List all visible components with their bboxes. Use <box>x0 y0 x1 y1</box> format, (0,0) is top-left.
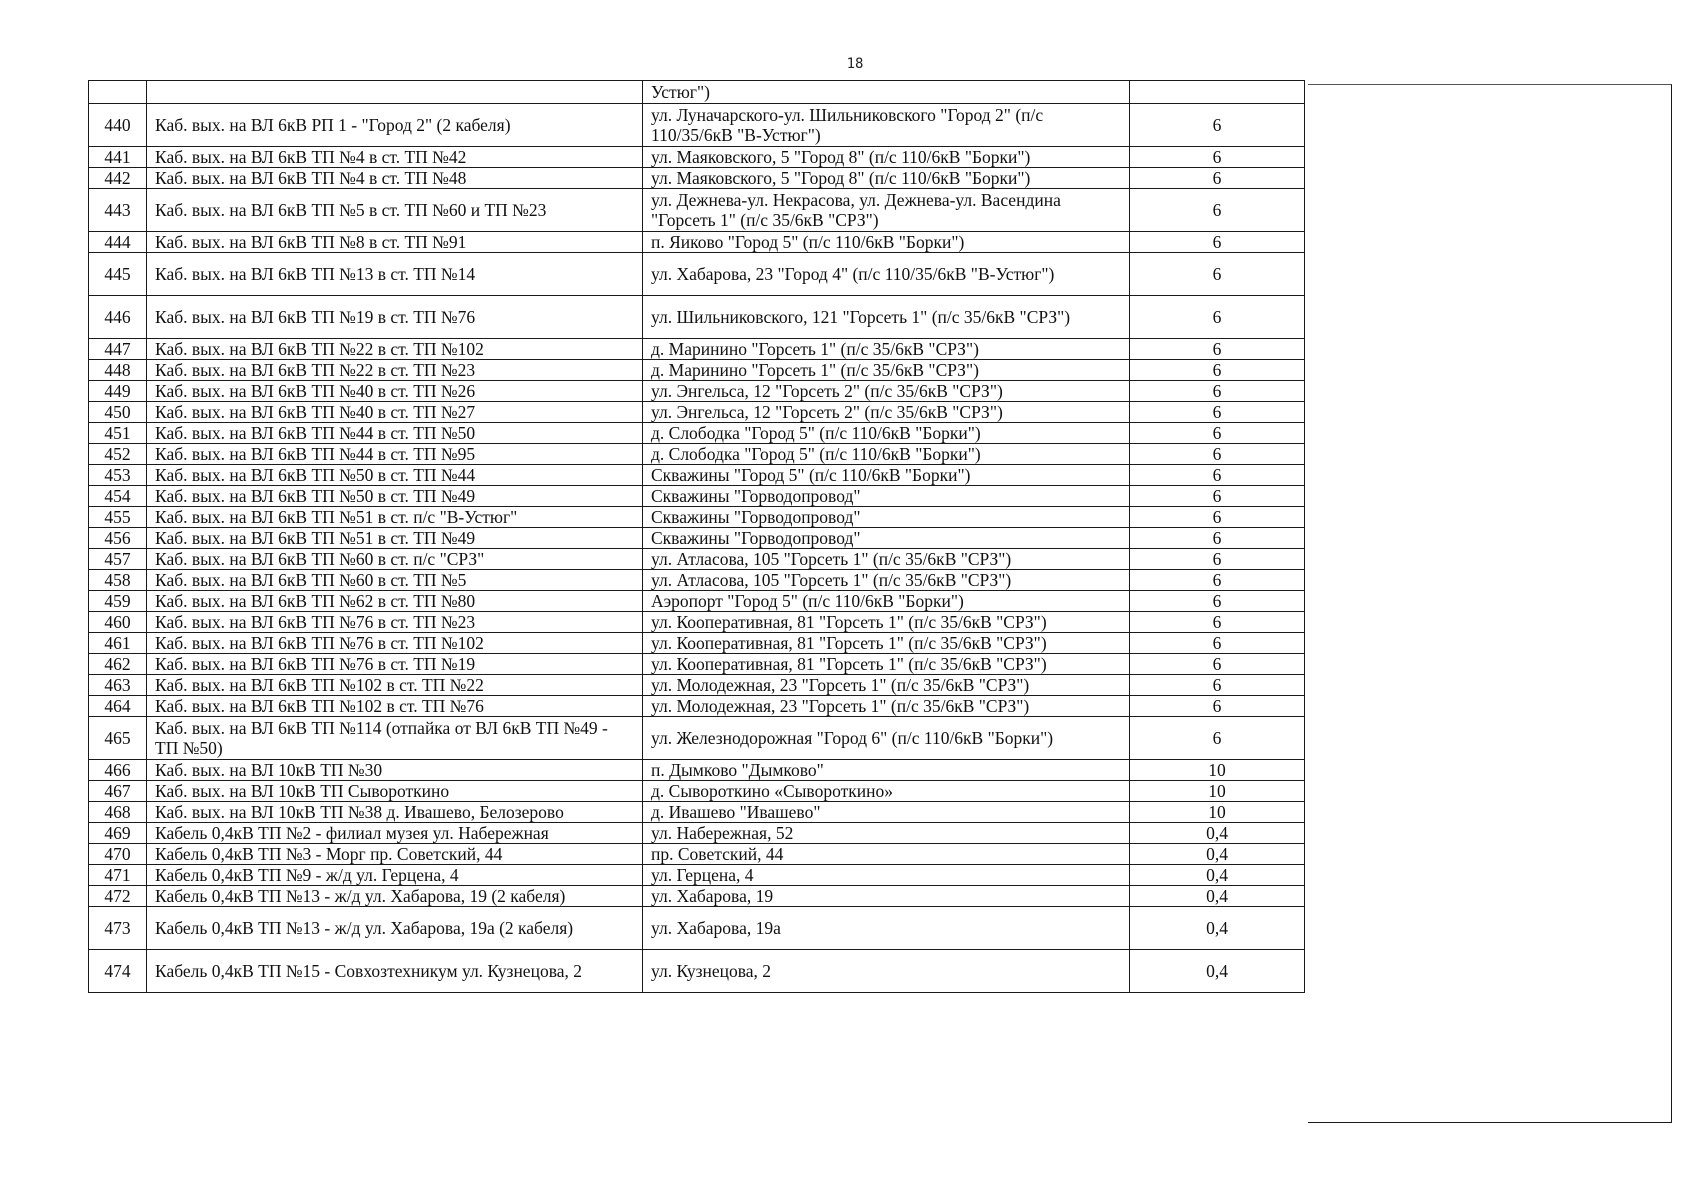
table-row <box>89 444 1305 465</box>
cell-name: Каб. вых. на ВЛ 6кВ ТП №102 в ст. ТП №76 <box>147 696 643 717</box>
cell-name: Каб. вых. на ВЛ 6кВ ТП №5 в ст. ТП №60 и ТП №23 <box>147 189 643 232</box>
cell-voltage: 0,4 <box>1130 823 1305 844</box>
cell-voltage: 0,4 <box>1130 907 1305 950</box>
cell-address: ул. Дежнева-ул. Некрасова, ул. Дежнева-ул. Васендина "Горсеть 1" (п/с 35/6кВ "СРЗ") <box>643 189 1130 232</box>
cell-number <box>89 81 147 104</box>
cell-number: 471 <box>89 865 147 886</box>
cell-voltage: 6 <box>1130 232 1305 253</box>
table-row <box>89 760 1305 781</box>
table-row <box>89 486 1305 507</box>
cell-voltage: 6 <box>1130 381 1305 402</box>
table-row <box>89 844 1305 865</box>
cell-voltage: 10 <box>1130 802 1305 823</box>
cell-name: Каб. вых. на ВЛ 6кВ ТП №44 в ст. ТП №50 <box>147 423 643 444</box>
cell-voltage: 0,4 <box>1130 844 1305 865</box>
cell-name: Каб. вых. на ВЛ 6кВ ТП №40 в ст. ТП №27 <box>147 402 643 423</box>
table-row <box>89 633 1305 654</box>
cell-address: ул. Энгельса, 12 "Горсеть 2" (п/с 35/6кВ "СРЗ") <box>643 381 1130 402</box>
cell-voltage: 10 <box>1130 781 1305 802</box>
cell-number: 459 <box>89 591 147 612</box>
cell-name: Каб. вых. на ВЛ 6кВ ТП №114 (отпайка от ВЛ 6кВ ТП №49 - ТП №50) <box>147 717 643 760</box>
table-row <box>89 865 1305 886</box>
cell-address: Устюг") <box>643 81 1130 104</box>
cell-number: 441 <box>89 147 147 168</box>
table-row <box>89 402 1305 423</box>
cell-name: Каб. вых. на ВЛ 6кВ ТП №60 в ст. ТП №5 <box>147 570 643 591</box>
table-row <box>89 360 1305 381</box>
cell-voltage: 6 <box>1130 486 1305 507</box>
cell-address: ул. Шильниковского, 121 "Горсеть 1" (п/с 35/6кВ "СРЗ") <box>643 296 1130 339</box>
cell-voltage: 6 <box>1130 696 1305 717</box>
table-row <box>89 423 1305 444</box>
cell-number: 442 <box>89 168 147 189</box>
cell-address: ул. Кооперативная, 81 "Горсеть 1" (п/с 35/6кВ "СРЗ") <box>643 654 1130 675</box>
cell-name: Каб. вых. на ВЛ 10кВ ТП Сывороткино <box>147 781 643 802</box>
table-row <box>89 232 1305 253</box>
cell-voltage: 6 <box>1130 465 1305 486</box>
cell-number: 452 <box>89 444 147 465</box>
cell-voltage: 6 <box>1130 147 1305 168</box>
cell-number: 467 <box>89 781 147 802</box>
cell-voltage: 6 <box>1130 360 1305 381</box>
cell-address: ул. Хабарова, 23 "Город 4" (п/с 110/35/6кВ "В-Устюг") <box>643 253 1130 296</box>
cell-number: 456 <box>89 528 147 549</box>
cell-name: Каб. вых. на ВЛ 6кВ ТП №4 в ст. ТП №42 <box>147 147 643 168</box>
cell-voltage: 0,4 <box>1130 886 1305 907</box>
table-row <box>89 253 1305 296</box>
cell-address: Скважины "Горводопровод" <box>643 486 1130 507</box>
cell-number: 444 <box>89 232 147 253</box>
cell-name: Каб. вых. на ВЛ 6кВ ТП №4 в ст. ТП №48 <box>147 168 643 189</box>
cell-number: 450 <box>89 402 147 423</box>
cell-number: 464 <box>89 696 147 717</box>
cell-address: ул. Атласова, 105 "Горсеть 1" (п/с 35/6кВ "СРЗ") <box>643 549 1130 570</box>
table-row <box>89 675 1305 696</box>
cell-voltage: 6 <box>1130 253 1305 296</box>
cell-address: д. Сывороткино «Сывороткино» <box>643 781 1130 802</box>
cell-number: 474 <box>89 950 147 993</box>
cell-voltage: 6 <box>1130 654 1305 675</box>
cell-number: 446 <box>89 296 147 339</box>
cell-name: Каб. вых. на ВЛ 6кВ ТП №22 в ст. ТП №102 <box>147 339 643 360</box>
cell-voltage: 6 <box>1130 168 1305 189</box>
cell-name: Каб. вых. на ВЛ 6кВ ТП №50 в ст. ТП №44 <box>147 465 643 486</box>
cell-number: 462 <box>89 654 147 675</box>
cell-voltage: 6 <box>1130 549 1305 570</box>
cell-name: Каб. вых. на ВЛ 6кВ РП 1 - "Город 2" (2 кабеля) <box>147 104 643 147</box>
table-row <box>89 907 1305 950</box>
cell-number: 443 <box>89 189 147 232</box>
cell-name: Кабель 0,4кВ ТП №3 - Морг пр. Советский, 44 <box>147 844 643 865</box>
table-row <box>89 886 1305 907</box>
table-row <box>89 591 1305 612</box>
cell-address: Скважины "Горводопровод" <box>643 507 1130 528</box>
cell-address: ул. Маяковского, 5 "Город 8" (п/с 110/6кВ "Борки") <box>643 147 1130 168</box>
cell-number: 470 <box>89 844 147 865</box>
cell-name: Каб. вых. на ВЛ 6кВ ТП №44 в ст. ТП №95 <box>147 444 643 465</box>
table-row <box>89 296 1305 339</box>
cell-number: 447 <box>89 339 147 360</box>
table-row <box>89 168 1305 189</box>
table-row <box>89 696 1305 717</box>
table-row <box>89 528 1305 549</box>
cell-voltage: 6 <box>1130 402 1305 423</box>
cell-number: 451 <box>89 423 147 444</box>
table-row <box>89 189 1305 232</box>
table-row <box>89 950 1305 993</box>
cell-address: д. Маринино "Горсеть 1" (п/с 35/6кВ "СРЗ") <box>643 339 1130 360</box>
cell-address: ул. Атласова, 105 "Горсеть 1" (п/с 35/6кВ "СРЗ") <box>643 570 1130 591</box>
table-row <box>89 717 1305 760</box>
cell-number: 469 <box>89 823 147 844</box>
cell-name: Каб. вых. на ВЛ 6кВ ТП №8 в ст. ТП №91 <box>147 232 643 253</box>
cell-address: д. Слободка "Город 5" (п/с 110/6кВ "Борки") <box>643 423 1130 444</box>
continuation-row <box>89 81 1305 104</box>
table-row <box>89 802 1305 823</box>
cell-voltage: 6 <box>1130 444 1305 465</box>
cell-name: Каб. вых. на ВЛ 6кВ ТП №51 в ст. п/с "В-Устюг" <box>147 507 643 528</box>
page-number: 18 <box>846 56 864 72</box>
cell-address: ул. Маяковского, 5 "Город 8" (п/с 110/6кВ "Борки") <box>643 168 1130 189</box>
cell-number: 440 <box>89 104 147 147</box>
cell-address: ул. Кузнецова, 2 <box>643 950 1130 993</box>
cell-name: Каб. вых. на ВЛ 6кВ ТП №76 в ст. ТП №19 <box>147 654 643 675</box>
cell-name: Каб. вых. на ВЛ 10кВ ТП №38 д. Ивашево, Белозерово <box>147 802 643 823</box>
cell-voltage: 0,4 <box>1130 950 1305 993</box>
cable-table <box>88 80 1305 993</box>
cell-name: Каб. вых. на ВЛ 6кВ ТП №102 в ст. ТП №22 <box>147 675 643 696</box>
cell-name: Каб. вых. на ВЛ 6кВ ТП №50 в ст. ТП №49 <box>147 486 643 507</box>
table-row <box>89 570 1305 591</box>
table-row <box>89 549 1305 570</box>
cell-number: 453 <box>89 465 147 486</box>
cell-number: 458 <box>89 570 147 591</box>
cell-address: ул. Молодежная, 23 "Горсеть 1" (п/с 35/6кВ "СРЗ") <box>643 675 1130 696</box>
table-row <box>89 339 1305 360</box>
cell-address: ул. Кооперативная, 81 "Горсеть 1" (п/с 35/6кВ "СРЗ") <box>643 633 1130 654</box>
cell-voltage: 6 <box>1130 507 1305 528</box>
table-row <box>89 781 1305 802</box>
cell-number: 473 <box>89 907 147 950</box>
cell-name: Каб. вых. на ВЛ 6кВ ТП №22 в ст. ТП №23 <box>147 360 643 381</box>
cell-voltage: 6 <box>1130 528 1305 549</box>
cell-number: 449 <box>89 381 147 402</box>
cell-number: 468 <box>89 802 147 823</box>
cell-number: 455 <box>89 507 147 528</box>
cell-voltage: 6 <box>1130 717 1305 760</box>
cell-number: 454 <box>89 486 147 507</box>
cell-address: п. Дымково "Дымково" <box>643 760 1130 781</box>
cell-address: ул. Молодежная, 23 "Горсеть 1" (п/с 35/6кВ "СРЗ") <box>643 696 1130 717</box>
cell-voltage: 6 <box>1130 423 1305 444</box>
cell-address: д. Ивашево "Ивашево" <box>643 802 1130 823</box>
cell-number: 461 <box>89 633 147 654</box>
cell-name: Каб. вых. на ВЛ 6кВ ТП №51 в ст. ТП №49 <box>147 528 643 549</box>
cell-name: Кабель 0,4кВ ТП №13 - ж/д ул. Хабарова, 19 (2 кабеля) <box>147 886 643 907</box>
cell-voltage: 6 <box>1130 633 1305 654</box>
cell-name: Каб. вых. на ВЛ 6кВ ТП №19 в ст. ТП №76 <box>147 296 643 339</box>
cell-address: ул. Хабарова, 19 <box>643 886 1130 907</box>
cell-voltage: 0,4 <box>1130 865 1305 886</box>
cell-number: 448 <box>89 360 147 381</box>
cell-number: 460 <box>89 612 147 633</box>
cell-address: ул. Набережная, 52 <box>643 823 1130 844</box>
cell-address: Аэропорт "Город 5" (п/с 110/6кВ "Борки") <box>643 591 1130 612</box>
cell-address: ул. Железнодорожная "Город 6" (п/с 110/6кВ "Борки") <box>643 717 1130 760</box>
cell-voltage: 6 <box>1130 339 1305 360</box>
cell-name: Каб. вых. на ВЛ 6кВ ТП №76 в ст. ТП №102 <box>147 633 643 654</box>
cell-number: 466 <box>89 760 147 781</box>
table-row <box>89 612 1305 633</box>
table-row <box>89 381 1305 402</box>
cell-address: ул. Луначарского-ул. Шильниковского "Город 2" (п/с 110/35/6кВ "В-Устюг") <box>643 104 1130 147</box>
cell-address: ул. Кооперативная, 81 "Горсеть 1" (п/с 35/6кВ "СРЗ") <box>643 612 1130 633</box>
cell-name: Каб. вых. на ВЛ 6кВ ТП №76 в ст. ТП №23 <box>147 612 643 633</box>
notes-column <box>1308 84 1672 1123</box>
table-body <box>89 81 1305 993</box>
table-row <box>89 147 1305 168</box>
cell-address: д. Маринино "Горсеть 1" (п/с 35/6кВ "СРЗ") <box>643 360 1130 381</box>
cell-name: Кабель 0,4кВ ТП №9 - ж/д ул. Герцена, 4 <box>147 865 643 886</box>
cell-address: п. Яиково "Город 5" (п/с 110/6кВ "Борки") <box>643 232 1130 253</box>
table-row <box>89 823 1305 844</box>
cell-name: Каб. вых. на ВЛ 6кВ ТП №60 в ст. п/с "СРЗ" <box>147 549 643 570</box>
cell-number: 465 <box>89 717 147 760</box>
table-row <box>89 507 1305 528</box>
cell-address: пр. Советский, 44 <box>643 844 1130 865</box>
cell-name: Каб. вых. на ВЛ 10кВ ТП №30 <box>147 760 643 781</box>
cell-address: д. Слободка "Город 5" (п/с 110/6кВ "Борки") <box>643 444 1130 465</box>
cell-number: 463 <box>89 675 147 696</box>
cell-address: Скважины "Горводопровод" <box>643 528 1130 549</box>
cell-address: ул. Герцена, 4 <box>643 865 1130 886</box>
cell-voltage: 10 <box>1130 760 1305 781</box>
cell-name: Кабель 0,4кВ ТП №13 - ж/д ул. Хабарова, 19а (2 кабеля) <box>147 907 643 950</box>
cell-address: Скважины "Город 5" (п/с 110/6кВ "Борки") <box>643 465 1130 486</box>
cell-voltage: 6 <box>1130 675 1305 696</box>
cell-name: Каб. вых. на ВЛ 6кВ ТП №13 в ст. ТП №14 <box>147 253 643 296</box>
cell-address: ул. Хабарова, 19а <box>643 907 1130 950</box>
table-row <box>89 465 1305 486</box>
cell-voltage: 6 <box>1130 104 1305 147</box>
cell-number: 472 <box>89 886 147 907</box>
cell-name: Кабель 0,4кВ ТП №2 - филиал музея ул. Набережная <box>147 823 643 844</box>
cell-number: 457 <box>89 549 147 570</box>
cell-name: Кабель 0,4кВ ТП №15 - Совхозтехникум ул. Кузнецова, 2 <box>147 950 643 993</box>
cell-address: ул. Энгельса, 12 "Горсеть 2" (п/с 35/6кВ "СРЗ") <box>643 402 1130 423</box>
cell-name <box>147 81 643 104</box>
cell-voltage <box>1130 81 1305 104</box>
cell-voltage: 6 <box>1130 189 1305 232</box>
cell-number: 445 <box>89 253 147 296</box>
table-row <box>89 654 1305 675</box>
cell-voltage: 6 <box>1130 612 1305 633</box>
cell-voltage: 6 <box>1130 591 1305 612</box>
cell-name: Каб. вых. на ВЛ 6кВ ТП №40 в ст. ТП №26 <box>147 381 643 402</box>
cell-voltage: 6 <box>1130 296 1305 339</box>
cell-name: Каб. вых. на ВЛ 6кВ ТП №62 в ст. ТП №80 <box>147 591 643 612</box>
table-row <box>89 104 1305 147</box>
cell-voltage: 6 <box>1130 570 1305 591</box>
